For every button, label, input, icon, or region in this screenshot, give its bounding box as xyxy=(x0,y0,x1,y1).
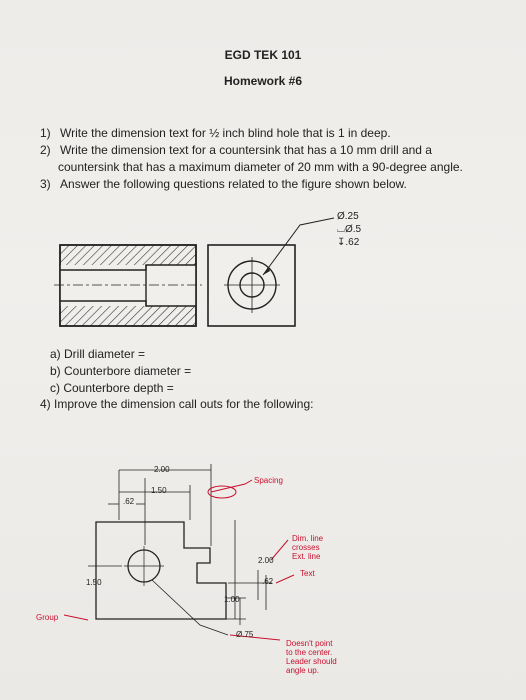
dim-2-00-top: 2.00 xyxy=(154,465,170,474)
note-dim-line-2: crosses xyxy=(292,543,320,552)
note-leader-4: angle up. xyxy=(286,666,319,675)
dim-0-62-right: .62 xyxy=(262,577,274,586)
callout-counterbore-diameter: ⌴Ø.5 xyxy=(337,224,362,235)
question-number: 1) xyxy=(40,126,51,140)
question-4: 4) Improve the dimension call outs for the following: xyxy=(40,397,314,411)
part-outline xyxy=(96,522,226,619)
subquestion-c: c) Counterbore depth = xyxy=(50,381,174,395)
question-text: Answer the following questions related to the figure shown below. xyxy=(60,177,407,191)
question-number: 2) xyxy=(40,143,51,157)
dim-0-62: .62 xyxy=(123,497,135,506)
question-number: 3) xyxy=(40,177,51,191)
dim-1-50-top: 1.50 xyxy=(151,486,167,495)
note-leader-3: Leader should xyxy=(286,657,337,666)
note-dim-line-3: Ext. line xyxy=(292,552,321,561)
subquestion-a: a) Drill diameter = xyxy=(50,347,146,361)
dim-1-00: 1.00 xyxy=(224,595,240,604)
group-leader xyxy=(64,615,88,620)
question-text: countersink that has a maximum diameter of 20 mm with a 90-degree angle. xyxy=(58,160,463,174)
note-leader-1: Doesn't point xyxy=(286,639,333,648)
note-text: Text xyxy=(300,569,315,578)
note-spacing: Spacing xyxy=(254,476,283,485)
question-text: Write the dimension text for a countersink that has a 10 mm drill and a xyxy=(60,143,432,157)
text-leader xyxy=(276,575,294,583)
note-dim-line-1: Dim. line xyxy=(292,534,324,543)
callout-drill-diameter: Ø.25 xyxy=(337,211,359,222)
assignment-title: Homework #6 xyxy=(223,74,303,88)
callout-counterbore-depth: ↧.62 xyxy=(337,237,360,248)
note-group: Group xyxy=(36,613,59,622)
dim-1-50-left: 1.50 xyxy=(86,578,102,587)
question-text: Write the dimension text for ½ inch blind hole that is 1 in deep. xyxy=(60,126,391,140)
subquestion-b: b) Counterbore diameter = xyxy=(50,364,192,378)
course-title: EGD TEK 101 xyxy=(224,48,302,62)
dim-hole-diameter: Ø.75 xyxy=(236,630,254,639)
note-leader-2: to the center. xyxy=(286,648,333,657)
dim-2-00-right: 2.00 xyxy=(258,556,274,565)
